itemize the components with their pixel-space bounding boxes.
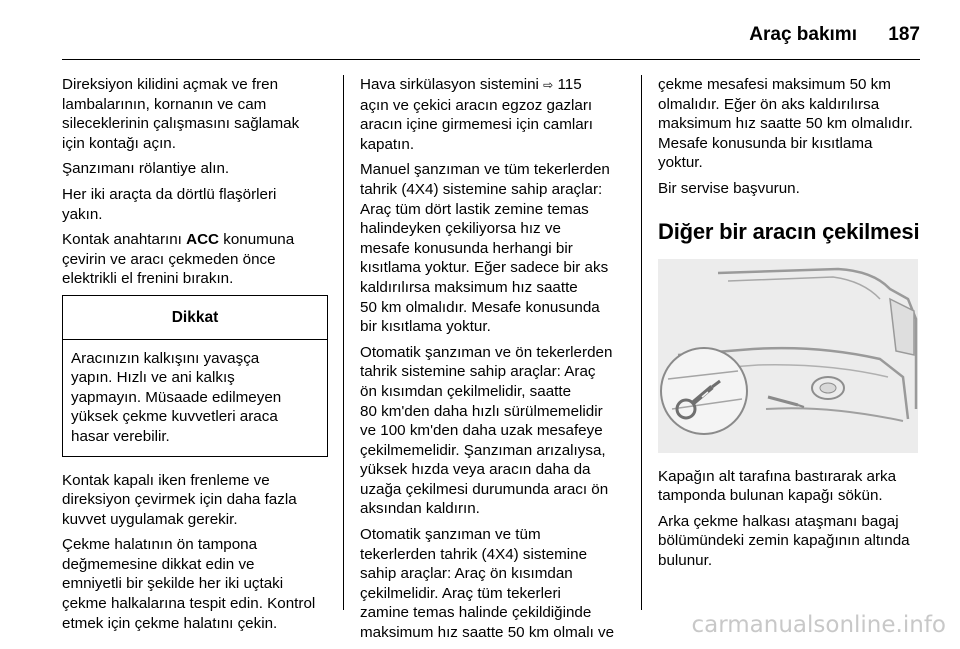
page-header [0, 0, 960, 60]
paragraph: çekme mesafesi maksimum 50 km olmalıdır. Eğer ön aks kaldırılırsa maksimum hız saatte 50 km olmalıdır. Mesafe konusunda bir kısıtlama yoktur. [658, 76, 913, 172]
rear-bumper-illustration [658, 259, 918, 453]
column-left [62, 75, 328, 639]
paragraph: Manuel şanzıman ve tüm tekerlerden tahrik (4X4) sistemine sahip araçlar: Araç tüm dört lastik zemine temas halindeyken çekiliyorsa hız ve mesafe konusunda herhangi bir kısıtlama yoktur. Eğer sadece bir aks kaldırılırsa maksimum hız saatte 50 km olmalıdır. Mesafe konusunda bir kısıtlama yoktur. [360, 161, 610, 336]
paragraph: Arka çekme halkası ataşmanı bagaj bölümündeki zemin kapağının altında bulunur. [658, 512, 910, 569]
caution-box [62, 295, 328, 457]
paragraph: Her iki araçta da dörtlü flaşörleri yakın. [62, 185, 277, 223]
column-middle [360, 75, 628, 649]
paragraph: Çekme halatının ön tampona değmemesine dikkat edin ve emniyetli bir şekilde her iki uçtaki çekme halkalarına tespit edin. Kontrol etmek için çekme halatını çekin. [62, 536, 316, 632]
paragraph: Otomatik şanzıman ve tüm tekerlerden tahrik (4X4) sistemine sahip araçlar: Araç ön kısımdan çekilmelidir. Araç tüm tekerleri zamine temas halinde çekildiğinde maksimum hız saatte 50 km olmalı ve [360, 526, 615, 642]
paragraph: Direksiyon kilidini açmak ve fren lambalarının, kornanın ve cam sileceklerinin çalışmasını sağlamak için kontağı açın. [62, 76, 300, 152]
paragraph: Bir servise başvurun. [658, 179, 800, 197]
column-right [658, 75, 926, 577]
text-run: konumuna çevirin ve aracı çekmeden önce elektrikli el frenini bırakın. [62, 231, 295, 288]
page-number: 187 [888, 24, 920, 45]
caution-text: Aracınızın kalkışını yavaşça yapın. Hızlı ve ani kalkış yapmayın. Müsaade edilmeyen yüksek çekme kuvvetleri araca hasar verebilir. [71, 349, 282, 445]
section-title: Araç bakımı [749, 24, 857, 45]
towing-eye-drawing [658, 259, 918, 453]
section-heading: Diğer bir aracın çekilmesi [658, 218, 920, 244]
caution-title: Dikkat [63, 296, 327, 340]
column-divider [641, 75, 642, 610]
key-position-label: ACC [186, 231, 220, 249]
paragraph: Kapağın alt tarafına bastırarak arka tamponda bulunan kapağı sökün. [658, 467, 897, 505]
text-run: Kontak anahtarını [62, 231, 187, 249]
header-divider [62, 59, 920, 60]
page-reference-icon: ⇨ [543, 78, 554, 92]
paragraph [360, 75, 628, 154]
paragraph [62, 230, 328, 289]
column-divider [343, 75, 344, 610]
page-reference[interactable]: 115 [557, 76, 582, 93]
paragraph: Otomatik şanzıman ve ön tekerlerden tahrik sistemine sahip araçlar: Araç ön kısımdan çekilmelidir, saatte 80 km'den daha hızlı sürülmemelidir ve 100 km'den daha uzak mesafeye çekilmemelidir. Şanzıman arızalıysa, yüksek hızda veya aracın daha da uzağa çekilmesi durumunda aracı ön aksından kaldırın. [360, 343, 613, 518]
paragraph: Şanzımanı rölantiye alın. [62, 160, 230, 178]
watermark: carmanualsonline.info [691, 612, 946, 638]
paragraph: Kontak kapalı iken frenleme ve direksiyon çevirmek için daha fazla kuvvet uygulamak gerekir. [62, 471, 297, 528]
text-run: Hava sirkülasyon sistemini [360, 76, 544, 93]
text-run: açın ve çekici aracın egzoz gazları aracın içine girmemesi için camları kapatın. [360, 96, 593, 153]
